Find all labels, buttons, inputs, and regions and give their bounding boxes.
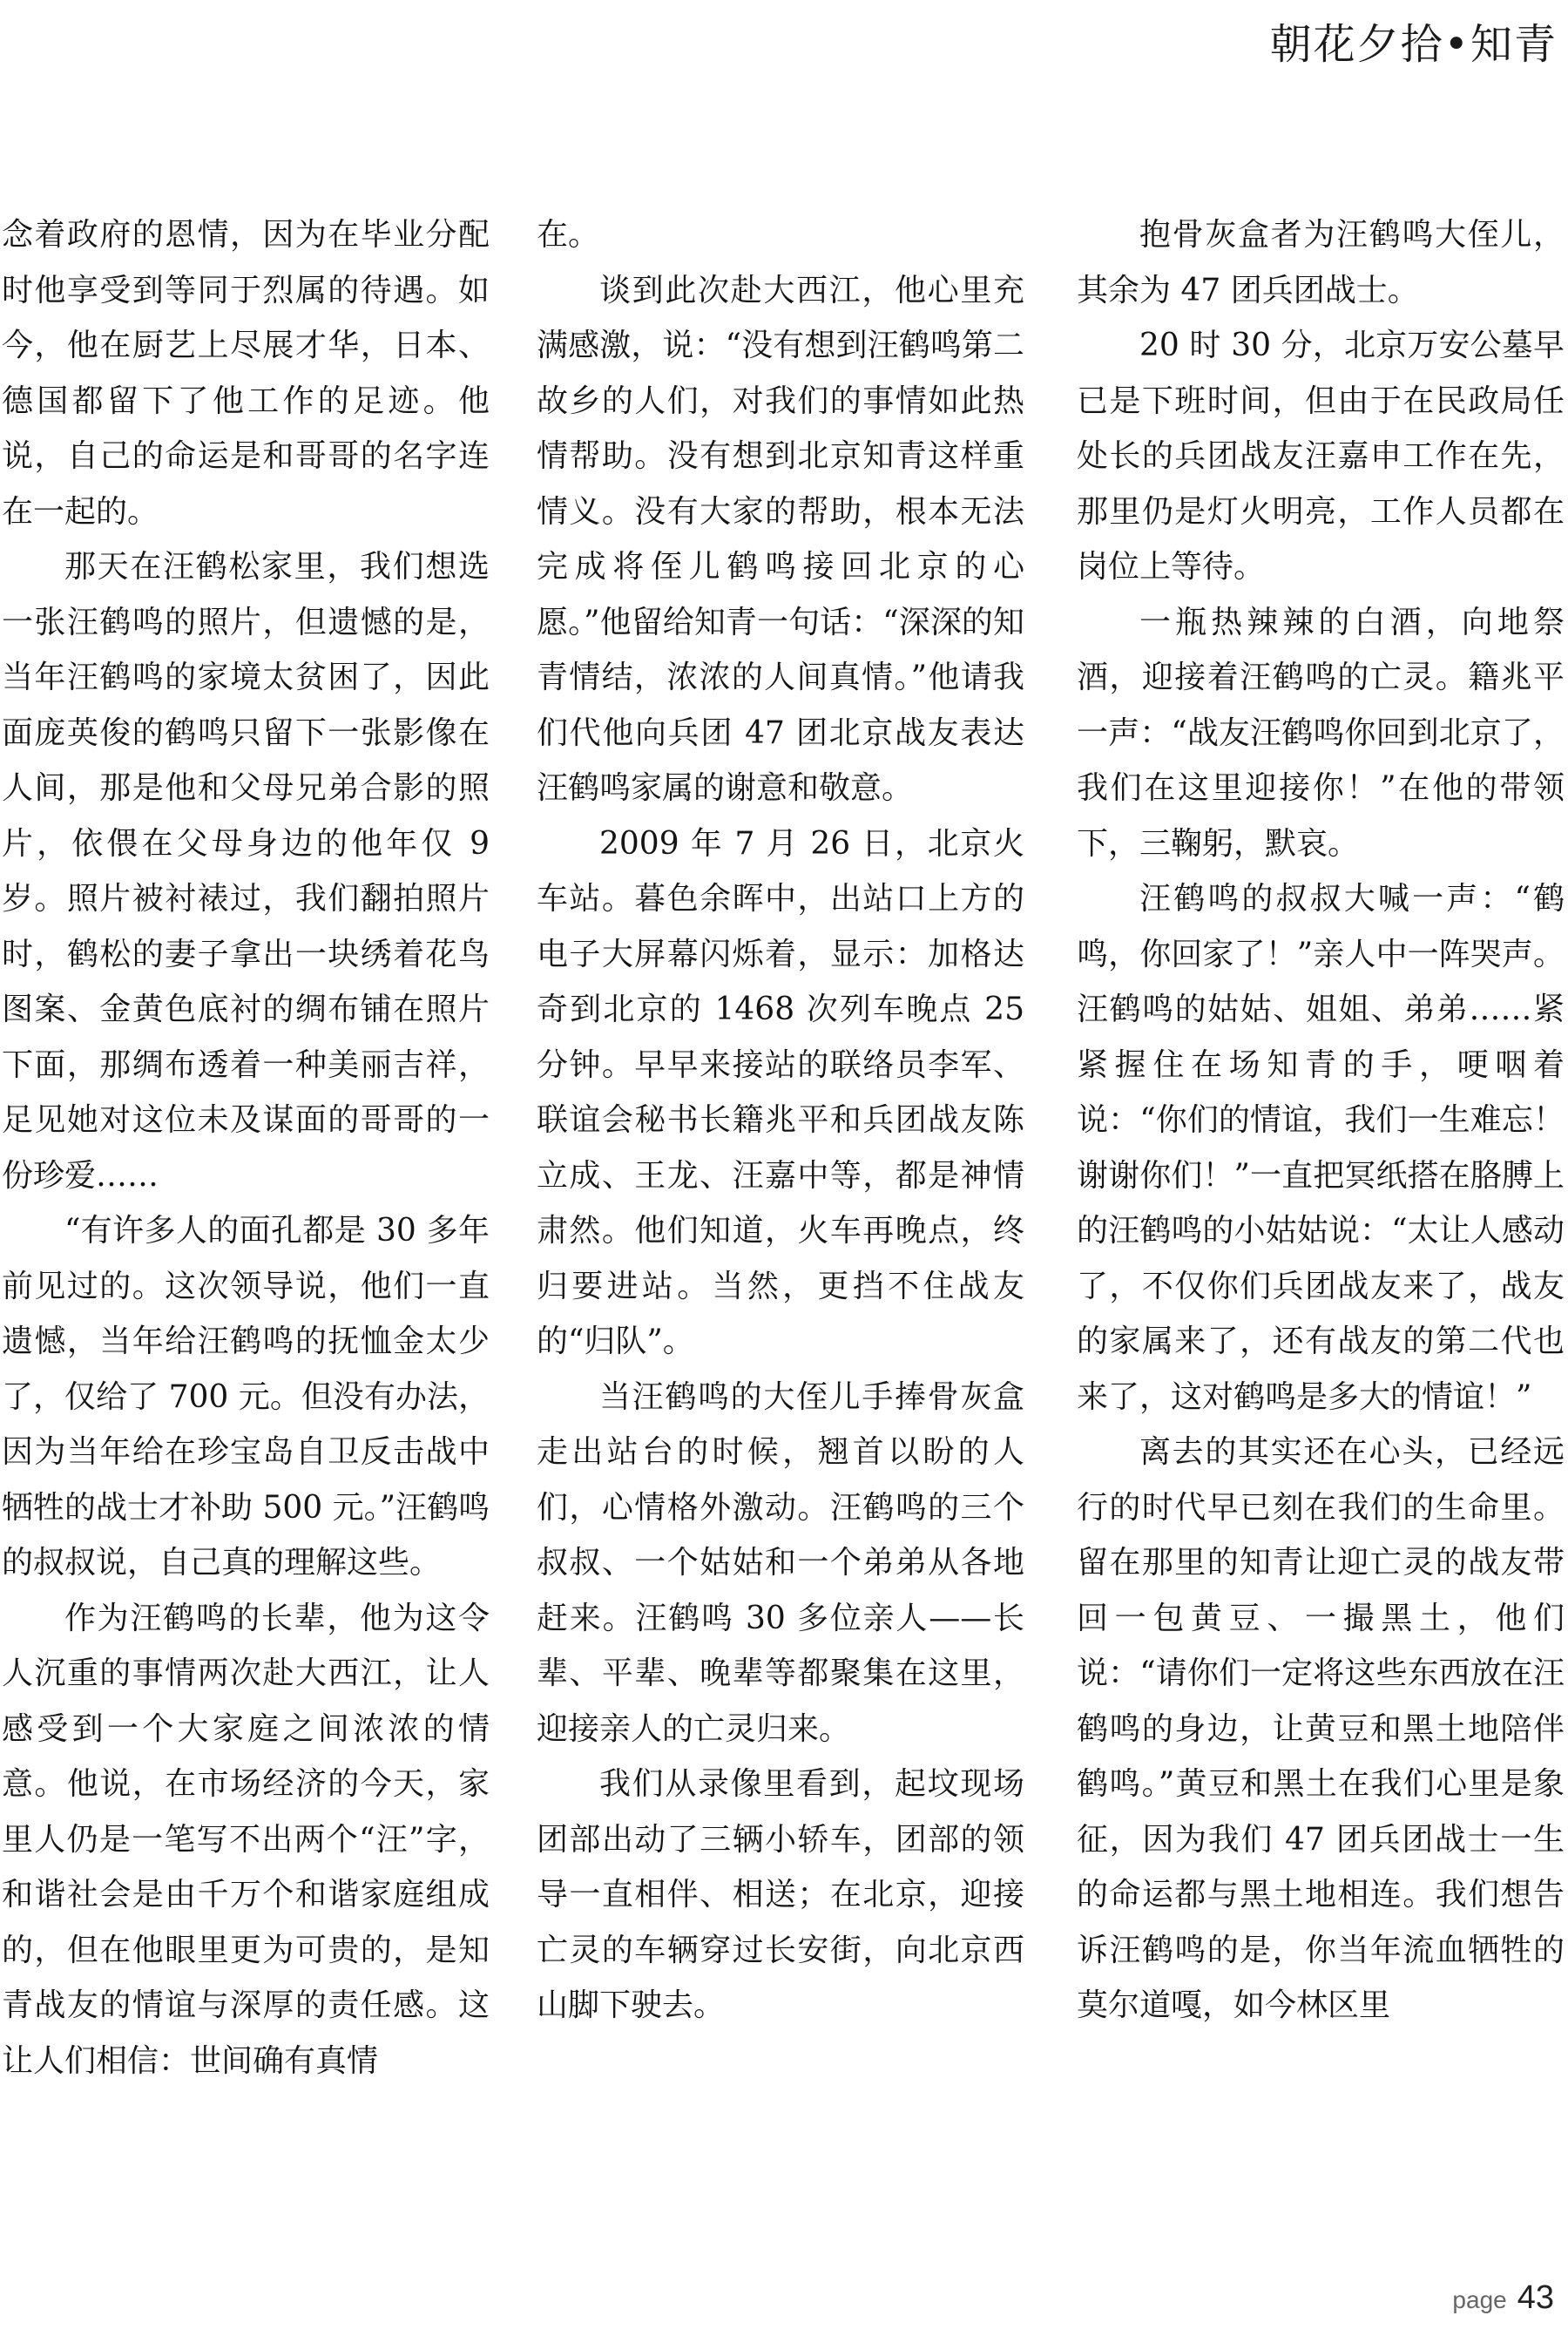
paragraph: 谈到此次赴大西江，他心里充满感激，说：“没有想到汪鹤鸣第二故乡的人们，对我们的事情如此热情帮助。没有想到北京知青这样重情义。没有大家的帮助，根本无法完成将侄儿鹤鸣接回北京的心愿。”他留给知青一句话：“深深的知青情结，浓浓的人间真情。”他请我们代他向兵团 47 团北京战友表达汪鹤鸣家属的谢意和敬意。 (537, 272, 1024, 806)
paragraph: 2009 年 7 月 26 日，北京火车站。暮色余晖中，出站口上方的电子大屏幕闪烁着，显示：加格达奇到北京的 1468 次列车晚点 25 分钟。早早来接站的联络员李军、联谊会秘书长籍兆平和兵团战友陈立成、王龙、汪嘉中等，都是神情肃然。他们知道，火车再晚点，终归要进站。当然，更挡不住战友的“归队”。 (537, 825, 1024, 1359)
paragraph: 那天在汪鹤松家里，我们想选一张汪鹤鸣的照片，但遗憾的是，当年汪鹤鸣的家境太贫困了，因此面庞英俊的鹤鸣只留下一张影像在人间，那是他和父母兄弟合影的照片，依偎在父母身边的他年仅 9 岁。照片被衬裱过，我们翻拍照片时，鹤松的妻子拿出一块绣着花鸟图案、金黄色底衬的绸布铺在照片下面，那绸布透着一种美丽吉祥，足见她对这位未及谋面的哥哥的一份珍爱…… (2, 549, 490, 1194)
text-column-2 (537, 207, 1024, 2034)
paragraph: 我们从录像里看到，起坟现场团部出动了三辆小轿车，团部的领导一直相伴、相送；在北京，迎接亡灵的车辆穿过长安街，向北京西山脚下驶去。 (537, 1766, 1024, 2023)
page-footer (1452, 2279, 1554, 2317)
paragraph: “有许多人的面孔都是 30 多年前见过的。这次领导说，他们一直遗憾，当年给汪鹤鸣的抚恤金太少了，仅给了 700 元。但没有办法，因为当年给在珍宝岛自卫反击战中牺牲的战士才补助 500 元。”汪鹤鸣的叔叔说，自己真的理解这些。 (2, 1213, 490, 1581)
paragraph: 念着政府的恩情，因为在毕业分配时他享受到等同于烈属的待遇。如今，他在厨艺上尽展才华，日本、德国都留下了他工作的足迹。他说，自己的命运是和哥哥的名字连在一起的。 (2, 217, 490, 530)
paragraph: 当汪鹤鸣的大侄儿手捧骨灰盒走出站台的时候，翘首以盼的人们，心情格外激动。汪鹤鸣的三个叔叔、一个姑姑和一个弟弟从各地赶来。汪鹤鸣 30 多位亲人——长辈、平辈、晚辈等都聚集在这里，迎接亲人的亡灵归来。 (537, 1378, 1024, 1747)
text-column-1 (2, 207, 490, 2089)
page-label: page (1452, 2286, 1507, 2313)
paragraph: 在。 (537, 217, 600, 253)
section-title: 朝花夕拾•知青 (1269, 20, 1558, 69)
paragraph: 作为汪鹤鸣的长辈，他为这令人沉重的事情两次赴大西江，让人感受到一个大家庭之间浓浓的情意。他说，在市场经济的今天，家里人仍是一笔写不出两个“汪”字，和谐社会是由千万个和谐家庭组成的，但在他眼里更为可贵的，是知青战友的情谊与深厚的责任感。这让人们相信：世间确有真情 (2, 1600, 490, 2079)
text-column-3 (1077, 207, 1565, 2034)
paragraph: 一瓶热辣辣的白酒，向地祭酒，迎接着汪鹤鸣的亡灵。籍兆平一声：“战友汪鹤鸣你回到北京了，我们在这里迎接你！”在他的带领下，三鞠躬，默哀。 (1077, 604, 1565, 862)
paragraph: 20 时 30 分，北京万安公墓早已是下班时间，但由于在民政局任处长的兵团战友汪嘉申工作在先，那里仍是灯火明亮，工作人员都在岗位上等待。 (1077, 328, 1565, 585)
paragraph: 离去的其实还在心头，已经远行的时代早已刻在我们的生命里。留在那里的知青让迎亡灵的战友带回一包黄豆、一撮黑土，他们说：“请你们一定将这些东西放在汪鹤鸣的身边，让黄豆和黑土地陪伴鹤鸣。”黄豆和黑土在我们心里是象征，因为我们 47 团兵团战士一生的命运都与黑土地相连。我们想告诉汪鹤鸣的是，你当年流血牺牲的莫尔道嘎，如今林区里 (1077, 1434, 1565, 2023)
page-number: 43 (1517, 2279, 1554, 2316)
paragraph: 汪鹤鸣的叔叔大喊一声：“鹤鸣，你回家了！”亲人中一阵哭声。汪鹤鸣的姑姑、姐姐、弟弟……紧紧握住在场知青的手，哽咽着说：“你们的情谊，我们一生难忘！谢谢你们！”一直把冥纸搭在胳膊上的汪鹤鸣的小姑姑说：“太让人感动了，不仅你们兵团战友来了，战友的家属来了，还有战友的第二代也来了，这对鹤鸣是多大的情谊！” (1077, 881, 1565, 1415)
paragraph: 抱骨灰盒者为汪鹤鸣大侄儿，其余为 47 团兵团战士。 (1077, 217, 1565, 308)
